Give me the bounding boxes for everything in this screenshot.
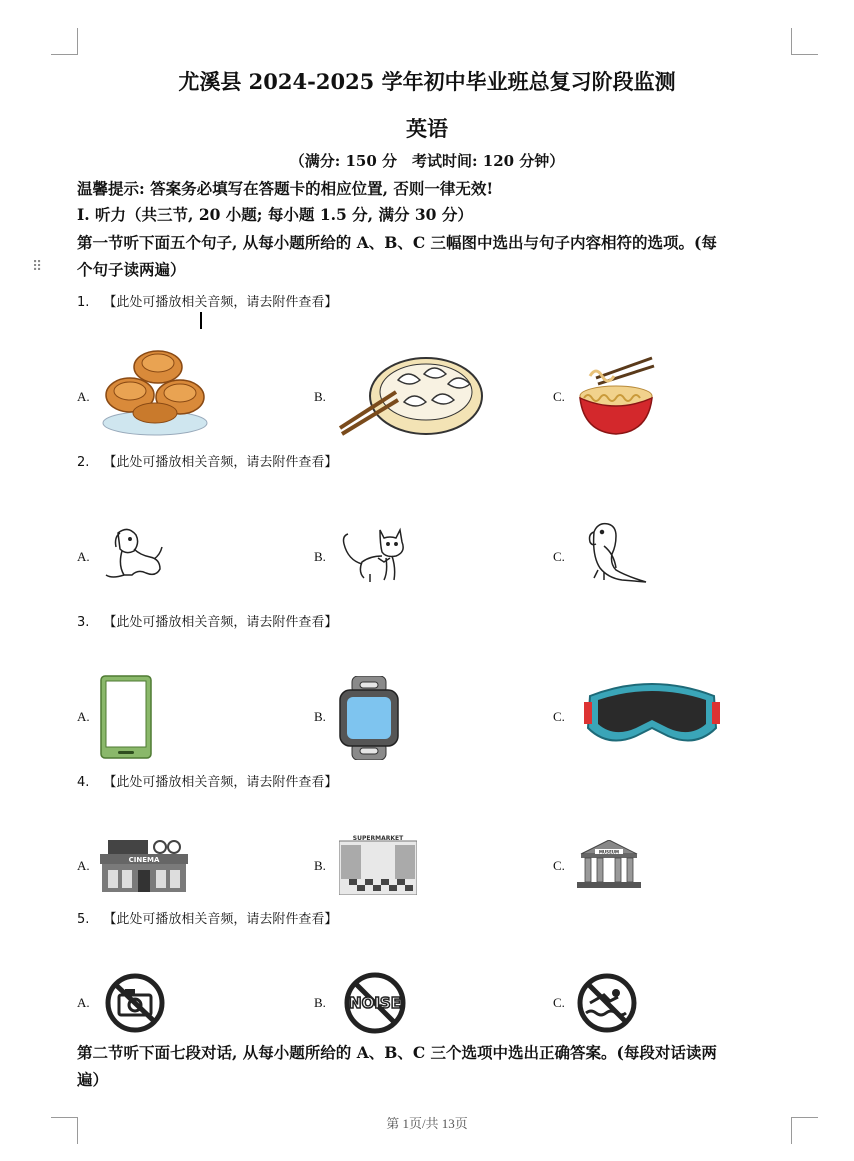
parrot-icon[interactable] (584, 520, 650, 584)
option-label: A. (77, 995, 90, 1010)
text-cursor (200, 312, 202, 329)
mooncakes-icon[interactable] (100, 345, 210, 440)
question-number: 1. (77, 295, 90, 310)
smartwatch-icon[interactable] (338, 676, 400, 760)
phone-icon[interactable] (100, 675, 152, 759)
crop-mark-top-left (51, 28, 78, 55)
question-number: 2. (77, 455, 90, 470)
noodles-icon[interactable] (576, 352, 656, 440)
option-label: C. (553, 858, 565, 873)
option-label: A. (77, 549, 90, 564)
question-1 (77, 291, 337, 310)
dumplings-icon[interactable] (338, 350, 486, 438)
part1-heading: I. 听力（共三节, 20 小题; 每小题 1.5 分, 满分 30 分） (77, 205, 473, 224)
question-number: 4. (77, 775, 90, 790)
question-5 (77, 908, 337, 927)
audio-placeholder[interactable]: 【此处可播放相关音频，请去附件查看】 (103, 912, 338, 927)
museum-sign: MUSEUM (598, 849, 620, 855)
option-label: C. (553, 389, 565, 404)
option-label: B. (314, 709, 326, 724)
no-camera-icon[interactable] (103, 973, 167, 1033)
option-label: B. (314, 858, 326, 873)
museum-icon[interactable] (577, 840, 641, 888)
notice: 温馨提示: 答案务必填写在答题卡的相应位置, 否则一律无效! (77, 179, 494, 198)
option-label: A. (77, 858, 90, 873)
option-label: A. (77, 709, 90, 724)
page-number: 第 1页/共 13页 (386, 1116, 468, 1131)
exam-title: 尤溪县 2024-2025 学年初中毕业班总复习阶段监测 (178, 69, 676, 94)
noise-sign: NOISE (349, 994, 401, 1012)
option-label: A. (77, 389, 90, 404)
no-swimming-icon[interactable] (576, 973, 638, 1033)
cinema-sign: CINEMA (128, 856, 160, 864)
question-4 (77, 771, 337, 790)
option-label: C. (553, 995, 565, 1010)
section1-instruction-line1: 第一节听下面五个句子, 从每小题所给的 A、B、C 三幅图中选出与句子内容相符的选项。(每 (77, 233, 717, 252)
option-label: C. (553, 549, 565, 564)
option-label: C. (553, 709, 565, 724)
question-2 (77, 451, 337, 470)
goggles-icon[interactable] (584, 678, 720, 754)
subject-title: 英语 (406, 116, 448, 141)
audio-placeholder[interactable]: 【此处可播放相关音频，请去附件查看】 (103, 775, 338, 790)
question-number: 3. (77, 615, 90, 630)
dog-icon[interactable] (98, 525, 164, 583)
supermarket-icon[interactable] (339, 833, 417, 895)
question-number: 5. (77, 912, 90, 927)
option-label: B. (314, 389, 326, 404)
question-3 (77, 611, 337, 630)
crop-mark-top-right (791, 28, 818, 55)
cat-icon[interactable] (340, 524, 412, 584)
option-label: B. (314, 549, 326, 564)
section2-instruction-line1: 第二节听下面七段对话, 从每小题所给的 A、B、C 三个选项中选出正确答案。(每段对话读两 (77, 1043, 717, 1062)
supermarket-sign: SUPERMARKET (352, 835, 404, 842)
cinema-icon[interactable] (100, 840, 188, 892)
score-time-info: （满分: 150 分 考试时间: 120 分钟） (289, 152, 565, 170)
no-noise-icon[interactable] (341, 972, 409, 1034)
drag-handle-icon[interactable]: ⠿ (32, 259, 43, 275)
audio-placeholder[interactable]: 【此处可播放相关音频，请去附件查看】 (103, 455, 338, 470)
audio-placeholder[interactable]: 【此处可播放相关音频，请去附件查看】 (103, 615, 338, 630)
audio-placeholder[interactable]: 【此处可播放相关音频，请去附件查看】 (103, 295, 338, 310)
section2-instruction-line2: 遍） (77, 1070, 109, 1089)
option-label: B. (314, 995, 326, 1010)
section1-instruction-line2: 个句子读两遍） (77, 260, 186, 279)
